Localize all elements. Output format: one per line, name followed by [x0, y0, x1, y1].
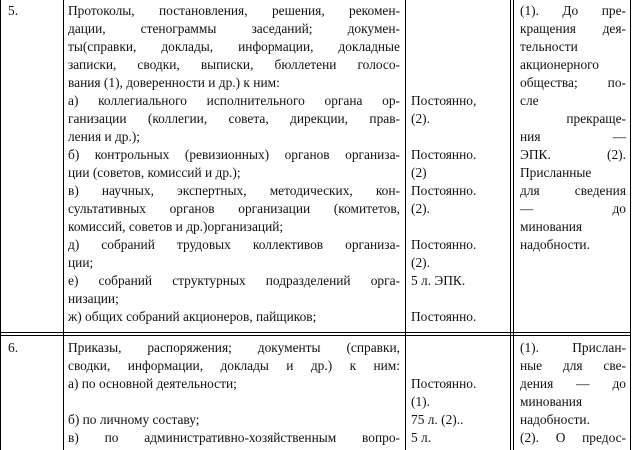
retention-line — [411, 56, 507, 74]
description-line: комиссий, советов и др.)организаций; — [68, 219, 284, 234]
description-line: а) по основной деятельности; — [68, 376, 237, 391]
description-line: записки, сводки, выписки, бюллетени голосо- — [68, 57, 400, 72]
description-line: ления и др.); — [68, 129, 141, 144]
description-line: низации; — [68, 291, 119, 306]
note-line: общества; по- — [520, 75, 626, 90]
retention-line: (2). — [411, 111, 430, 126]
description-line: ты(справки, доклады, информации, докладные — [68, 39, 400, 54]
note-line: тельности — [520, 39, 578, 54]
row-number: 6. — [8, 340, 19, 355]
description-line: а) коллегиального исполнительного органа ор- — [68, 93, 400, 108]
retention-line: (2). — [411, 201, 430, 216]
note-line: ЭПК. (2). — [520, 147, 626, 162]
retention-line — [411, 38, 507, 56]
retention-line — [411, 20, 507, 38]
retention-line: (1). — [411, 394, 430, 409]
description-line: ж) общих собраний акционеров, пайщиков; — [68, 309, 317, 324]
description-line — [68, 393, 400, 411]
description-line: сультативных органов организации (комитетов, — [68, 201, 400, 216]
row-6-retention-period — [411, 339, 507, 447]
retention-line — [411, 218, 507, 236]
retention-line: Постоянно. — [411, 309, 477, 324]
note-line: акционерного — [520, 57, 599, 72]
note-line: для сведения — [520, 183, 626, 198]
description-line: в) по административно-хозяйственным вопро- — [68, 430, 400, 445]
note-line: ния — — [520, 129, 626, 144]
retention-line: Постоянно. — [411, 147, 477, 162]
row-6-notes — [520, 339, 626, 447]
description-line: б) по личному составу; — [68, 412, 200, 427]
retention-line: Постоянно. — [411, 237, 477, 252]
description-line: ции (советов, комиссий и др.); — [68, 165, 241, 180]
retention-line — [411, 128, 507, 146]
retention-line: Постоянно, — [411, 93, 477, 108]
description-line: вания (1), доверенности и др.) к ним: — [68, 75, 280, 90]
retention-line — [411, 290, 507, 308]
retention-line: 75 л. (2).. — [411, 412, 464, 427]
note-line: дения — до — [520, 376, 626, 391]
description-line: е) собраний структурных подразделений орга- — [68, 273, 400, 288]
retention-line: 5 л. — [411, 430, 432, 445]
note-line: ные для све- — [520, 358, 626, 373]
retention-line: 5 л. ЭПК. — [411, 273, 466, 288]
column-divider — [63, 0, 64, 450]
row-5-description — [68, 2, 400, 326]
note-line: кращения дея- — [520, 21, 626, 36]
retention-line: (2). — [411, 255, 430, 270]
description-line: Протоколы, постановления, решения, рекомен- — [68, 3, 400, 18]
retention-line — [411, 339, 507, 357]
note-line: надобности. — [520, 412, 590, 427]
retention-line — [411, 357, 507, 375]
retention-line — [411, 74, 507, 92]
retention-line: Постоянно. — [411, 183, 477, 198]
note-line: — до — [520, 201, 626, 216]
note-line: (1). Прислан- — [520, 340, 626, 355]
note-line: минования — [520, 394, 583, 409]
note-line: (1). До пре- — [520, 3, 626, 18]
column-divider — [630, 0, 631, 450]
column-divider — [405, 0, 406, 450]
column-divider — [0, 0, 1, 450]
description-line: Приказы, распоряжения; документы (справки, — [68, 340, 400, 355]
retention-line: (2) — [411, 165, 427, 180]
row-5-notes — [520, 2, 626, 254]
column-divider — [513, 0, 514, 450]
retention-line — [411, 2, 507, 20]
column-divider — [510, 0, 511, 450]
retention-line: Постоянно. — [411, 376, 477, 391]
description-line: ганизации (коллегии, совета, дирекции, прав- — [68, 111, 400, 126]
description-line: д) собраний трудовых коллективов организа- — [68, 237, 400, 252]
note-line: (2). О предос- — [520, 430, 626, 445]
row-divider — [0, 332, 631, 333]
description-line: дации, стенограммы заседаний; докумен- — [68, 21, 400, 36]
row-6-description — [68, 339, 400, 447]
row-5-retention-period — [411, 2, 507, 326]
description-line: сводки, информации, доклады и др.) к ним: — [68, 358, 400, 373]
description-line: в) научных, экспертных, методических, кон- — [68, 183, 400, 198]
row-divider — [0, 335, 631, 336]
description-line: ции; — [68, 255, 94, 270]
note-line: прекраще- — [566, 111, 626, 126]
description-line: б) контрольных (ревизионных) органов организа- — [68, 147, 400, 162]
row-number: 5. — [8, 3, 19, 18]
note-line: надобности. — [520, 237, 590, 252]
note-line: минования — [520, 219, 583, 234]
note-line: сле — [520, 93, 539, 108]
note-line: Присланные — [520, 165, 592, 180]
